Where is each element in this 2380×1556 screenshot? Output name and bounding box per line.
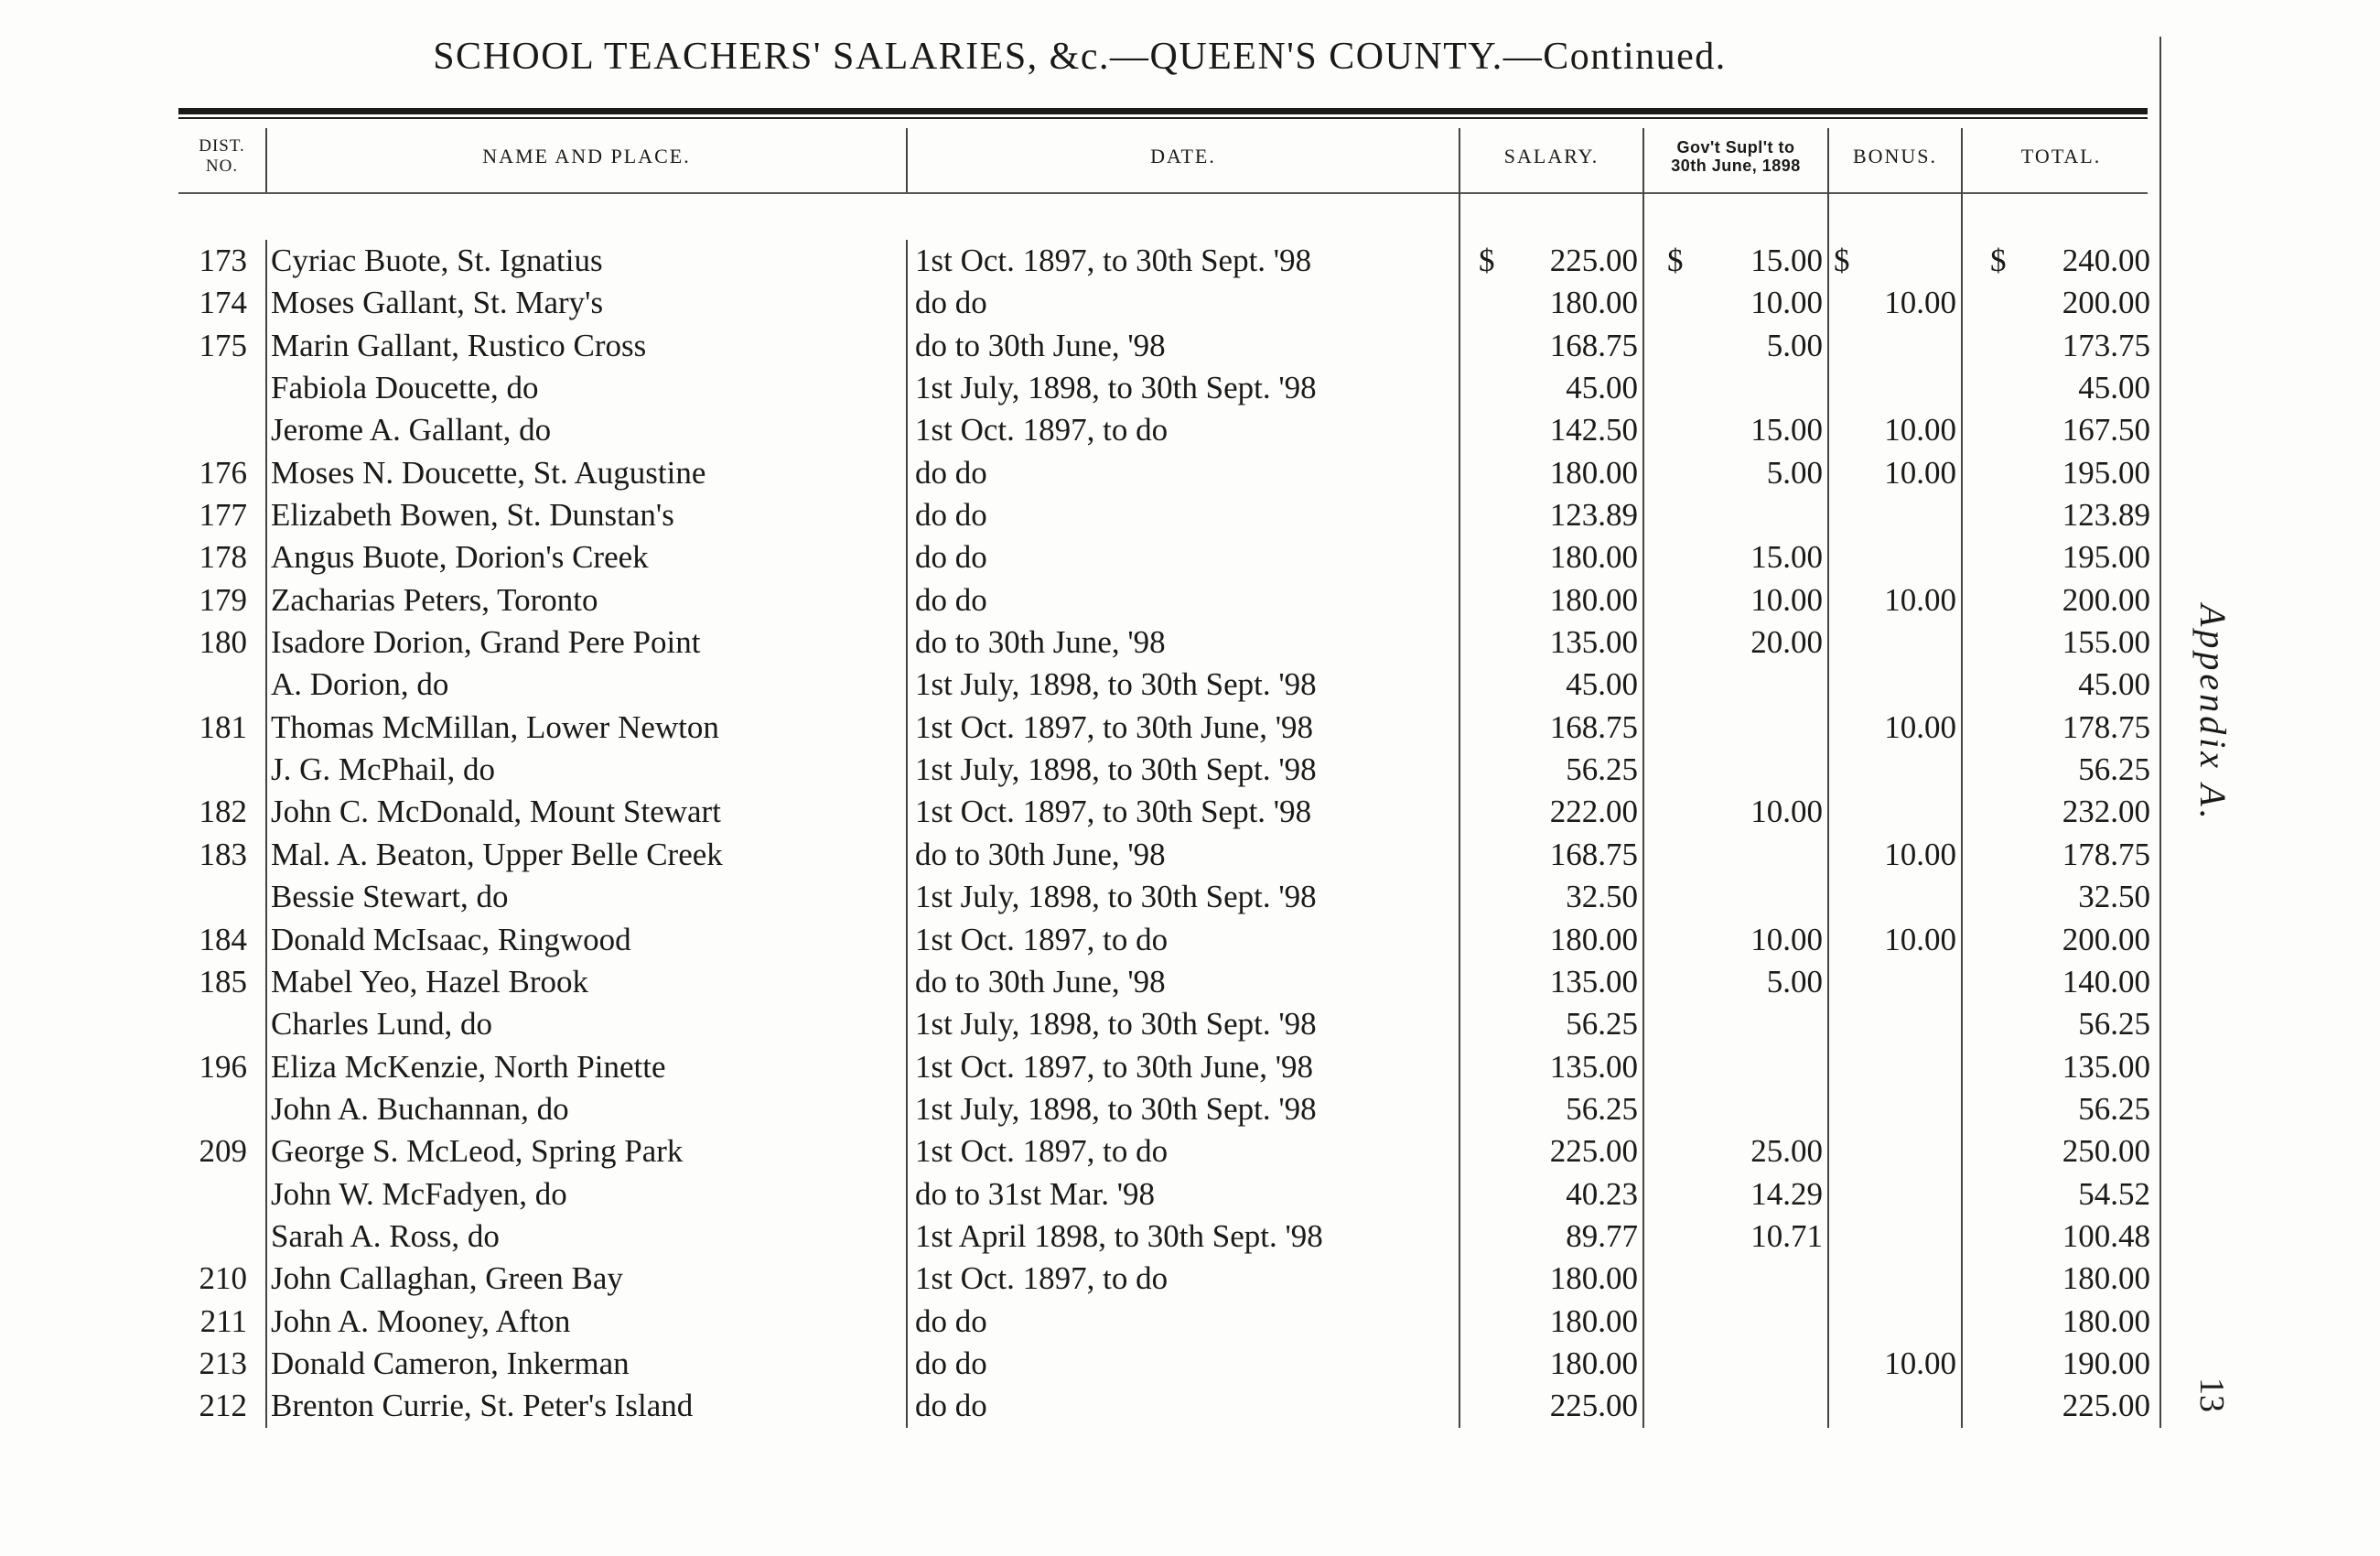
salary-value: 180.00 xyxy=(1549,1302,1638,1339)
name-and-place: Thomas McMillan, Lower Newton xyxy=(271,708,719,745)
salary-value: 89.77 xyxy=(1566,1217,1638,1254)
bonus-value: 10.00 xyxy=(1884,921,1956,957)
table-row xyxy=(0,621,2159,664)
name-and-place: Donald McIsaac, Ringwood xyxy=(271,921,631,957)
salary-value: 40.23 xyxy=(1566,1175,1638,1212)
name-and-place: Angus Buote, Dorion's Creek xyxy=(271,539,649,576)
date-range: 1st July, 1898, to 30th Sept. '98 xyxy=(915,1090,1317,1127)
total-value: 45.00 xyxy=(2078,666,2150,703)
total-value: 195.00 xyxy=(2062,539,2150,576)
currency-symbol-bonus: $ xyxy=(1834,243,1850,278)
date-range: 1st July, 1898, to 30th Sept. '98 xyxy=(915,751,1317,788)
page-title: SCHOOL TEACHERS' SALARIES, &c.—QUEEN'S COUNTY.—Continued. xyxy=(433,36,1727,78)
salary-value: 168.75 xyxy=(1549,836,1638,872)
table-row xyxy=(0,1003,2159,1045)
salary-value: 45.00 xyxy=(1566,370,1638,406)
name-and-place: George S. McLeod, Spring Park xyxy=(271,1133,684,1170)
gov-supplement-value: 25.00 xyxy=(1750,1133,1823,1170)
table-row xyxy=(0,1258,2159,1300)
table-row xyxy=(0,749,2159,791)
date-range: 1st July, 1898, to 30th Sept. '98 xyxy=(915,879,1317,915)
date-range: 1st Oct. 1897, to 30th Sept. '98 xyxy=(915,794,1312,830)
table-row xyxy=(0,919,2159,961)
dist-number: 180 xyxy=(199,624,247,661)
table-row xyxy=(0,961,2159,1003)
dist-number: 210 xyxy=(199,1260,247,1297)
date-range: do to 30th June, '98 xyxy=(915,963,1166,1000)
table-row xyxy=(0,1301,2159,1343)
currency-symbol-gov: $ xyxy=(1667,243,1684,278)
bonus-value: 10.00 xyxy=(1884,836,1956,872)
table-row xyxy=(0,1046,2159,1088)
gov-supplement-value: 15.00 xyxy=(1750,243,1823,278)
header-rule-thin xyxy=(178,117,2148,119)
name-and-place: Charles Lund, do xyxy=(271,1006,493,1043)
total-value: 200.00 xyxy=(2062,921,2150,957)
salary-value: 135.00 xyxy=(1549,963,1638,1000)
date-range: 1st Oct. 1897, to do xyxy=(915,412,1168,448)
total-value: 200.00 xyxy=(2062,581,2150,618)
name-and-place: Eliza McKenzie, North Pinette xyxy=(271,1048,666,1085)
total-value: 180.00 xyxy=(2062,1260,2150,1297)
name-and-place: Zacharias Peters, Toronto xyxy=(271,581,598,618)
salary-value: 123.89 xyxy=(1549,497,1638,534)
total-value: 195.00 xyxy=(2062,454,2150,491)
header-dist-no: DIST. NO. xyxy=(199,136,245,176)
salary-value: 222.00 xyxy=(1549,794,1638,830)
salary-value: 45.00 xyxy=(1566,666,1638,703)
dist-number: 211 xyxy=(199,1302,247,1339)
total-value: 225.00 xyxy=(2062,1388,2150,1424)
salary-value: 142.50 xyxy=(1549,412,1638,448)
dist-number: 196 xyxy=(199,1048,247,1085)
table-row xyxy=(0,579,2159,621)
table-row xyxy=(0,791,2159,833)
gov-supplement-value: 5.00 xyxy=(1766,454,1823,491)
name-and-place: John Callaghan, Green Bay xyxy=(271,1260,623,1297)
name-and-place: John A. Mooney, Afton xyxy=(271,1302,571,1339)
name-and-place: Marin Gallant, Rustico Cross xyxy=(271,327,647,363)
name-and-place: Sarah A. Ross, do xyxy=(271,1217,500,1254)
total-value: 45.00 xyxy=(2078,370,2150,406)
total-value: 240.00 xyxy=(2062,243,2150,278)
dist-number: 184 xyxy=(199,921,247,957)
total-value: 180.00 xyxy=(2062,1302,2150,1339)
total-value: 250.00 xyxy=(2062,1133,2150,1170)
dist-number: 175 xyxy=(199,327,247,363)
total-value: 54.52 xyxy=(2078,1175,2150,1212)
total-value: 178.75 xyxy=(2062,708,2150,745)
table-row xyxy=(0,1385,2159,1427)
date-range: 1st July, 1898, to 30th Sept. '98 xyxy=(915,666,1317,703)
date-range: 1st Oct. 1897, to 30th June, '98 xyxy=(915,1048,1314,1085)
dist-number: 182 xyxy=(199,794,247,830)
name-and-place: Isadore Dorion, Grand Pere Point xyxy=(271,624,701,661)
table-row xyxy=(0,282,2159,324)
name-and-place: Fabiola Doucette, do xyxy=(271,370,539,406)
header-total: TOTAL. xyxy=(2020,145,2102,167)
table-row xyxy=(0,1343,2159,1385)
salary-value: 135.00 xyxy=(1549,1048,1638,1085)
name-and-place: Mabel Yeo, Hazel Brook xyxy=(271,963,589,1000)
table-row xyxy=(0,1216,2159,1258)
date-range: 1st July, 1898, to 30th Sept. '98 xyxy=(915,1006,1317,1043)
table-row xyxy=(0,876,2159,918)
salary-value: 32.50 xyxy=(1566,879,1638,915)
dist-number: 213 xyxy=(199,1345,247,1381)
table-row xyxy=(0,664,2159,706)
total-value: 140.00 xyxy=(2062,963,2150,1000)
currency-symbol-total: $ xyxy=(1990,243,2007,278)
table-row xyxy=(0,494,2159,536)
date-range: do do xyxy=(915,285,987,321)
name-and-place: Elizabeth Bowen, St. Dunstan's xyxy=(271,497,674,534)
salary-value: 56.25 xyxy=(1566,1090,1638,1127)
gov-supplement-value: 5.00 xyxy=(1766,327,1823,363)
header-salary: SALARY. xyxy=(1503,145,1599,167)
salary-value: 56.25 xyxy=(1566,1006,1638,1043)
page-number: 13 xyxy=(2192,1378,2231,1412)
date-range: do to 30th June, '98 xyxy=(915,327,1166,363)
date-range: do do xyxy=(915,581,987,618)
date-range: do do xyxy=(915,1388,987,1424)
date-range: 1st Oct. 1897, to 30th June, '98 xyxy=(915,708,1314,745)
bonus-value: 10.00 xyxy=(1884,285,1956,321)
dist-number: 177 xyxy=(199,497,247,534)
name-and-place: Moses N. Doucette, St. Augustine xyxy=(271,454,706,491)
dist-number: 185 xyxy=(199,963,247,1000)
name-and-place: Bessie Stewart, do xyxy=(271,879,509,915)
name-and-place: John C. McDonald, Mount Stewart xyxy=(271,794,721,830)
gov-supplement-value: 20.00 xyxy=(1750,624,1823,661)
salary-value: 180.00 xyxy=(1549,581,1638,618)
salary-value: 168.75 xyxy=(1549,327,1638,363)
table-row xyxy=(0,409,2159,451)
table-row xyxy=(0,834,2159,876)
dist-number: 176 xyxy=(199,454,247,491)
table-row xyxy=(0,1173,2159,1216)
salary-value: 180.00 xyxy=(1549,1345,1638,1381)
name-and-place: A. Dorion, do xyxy=(271,666,449,703)
salary-value: 180.00 xyxy=(1549,921,1638,957)
dist-number: 173 xyxy=(199,243,247,278)
table-row xyxy=(0,1130,2159,1172)
date-range: do do xyxy=(915,497,987,534)
bonus-value: 10.00 xyxy=(1884,412,1956,448)
salary-value: 225.00 xyxy=(1549,243,1638,278)
table-row xyxy=(0,1088,2159,1130)
total-value: 190.00 xyxy=(2062,1345,2150,1381)
date-range: do to 31st Mar. '98 xyxy=(915,1175,1156,1212)
total-value: 56.25 xyxy=(2078,1090,2150,1127)
gov-supplement-value: 10.00 xyxy=(1750,285,1823,321)
name-and-place: Cyriac Buote, St. Ignatius xyxy=(271,243,603,278)
appendix-label: Appendix A. xyxy=(2192,604,2234,823)
name-and-place: John A. Buchannan, do xyxy=(271,1090,569,1127)
header-gov-suplt: Gov't Supl't to 30th June, 1898 xyxy=(1671,138,1801,175)
date-range: 1st July, 1898, to 30th Sept. '98 xyxy=(915,370,1317,406)
salary-value: 135.00 xyxy=(1549,624,1638,661)
gov-supplement-value: 15.00 xyxy=(1750,412,1823,448)
total-value: 32.50 xyxy=(2078,879,2150,915)
gov-supplement-value: 10.71 xyxy=(1750,1217,1823,1254)
date-range: 1st April 1898, to 30th Sept. '98 xyxy=(915,1217,1323,1254)
total-value: 135.00 xyxy=(2062,1048,2150,1085)
date-range: 1st Oct. 1897, to 30th Sept. '98 xyxy=(915,243,1312,278)
gov-supplement-value: 5.00 xyxy=(1766,963,1823,1000)
total-value: 155.00 xyxy=(2062,624,2150,661)
total-value: 178.75 xyxy=(2062,836,2150,872)
salary-table-body xyxy=(0,240,2159,1428)
dist-number: 181 xyxy=(199,708,247,745)
dist-number: 183 xyxy=(199,836,247,872)
gov-supplement-value: 14.29 xyxy=(1750,1175,1823,1212)
name-and-place: Brenton Currie, St. Peter's Island xyxy=(271,1388,694,1424)
gov-supplement-value: 15.00 xyxy=(1750,539,1823,576)
total-value: 100.48 xyxy=(2062,1217,2150,1254)
date-range: 1st Oct. 1897, to do xyxy=(915,1133,1168,1170)
name-and-place: Mal. A. Beaton, Upper Belle Creek xyxy=(271,836,723,872)
bonus-value: 10.00 xyxy=(1884,454,1956,491)
salary-value: 180.00 xyxy=(1549,539,1638,576)
table-row xyxy=(0,367,2159,409)
table-row xyxy=(0,452,2159,494)
dist-number: 174 xyxy=(199,285,247,321)
salary-value: 225.00 xyxy=(1549,1388,1638,1424)
salary-value: 168.75 xyxy=(1549,708,1638,745)
date-range: do do xyxy=(915,454,987,491)
header-rule-bottom xyxy=(178,192,2148,194)
date-range: do do xyxy=(915,539,987,576)
header-bonus: BONUS. xyxy=(1852,145,1938,167)
name-and-place: Donald Cameron, Inkerman xyxy=(271,1345,630,1381)
table-row xyxy=(0,707,2159,749)
dist-number: 209 xyxy=(199,1133,247,1170)
salary-value: 180.00 xyxy=(1549,285,1638,321)
gov-supplement-value: 10.00 xyxy=(1750,581,1823,618)
total-value: 200.00 xyxy=(2062,285,2150,321)
total-value: 56.25 xyxy=(2078,1006,2150,1043)
dist-number: 212 xyxy=(199,1388,247,1424)
date-range: 1st Oct. 1897, to do xyxy=(915,1260,1168,1297)
table-row xyxy=(0,240,2159,282)
right-border-line xyxy=(2159,37,2161,1428)
total-value: 56.25 xyxy=(2078,751,2150,788)
header-date: DATE. xyxy=(1150,145,1216,167)
header-name-place: NAME AND PLACE. xyxy=(482,145,691,167)
dist-number: 178 xyxy=(199,539,247,576)
table-row xyxy=(0,325,2159,367)
salary-value: 56.25 xyxy=(1566,751,1638,788)
header-rule-thick xyxy=(178,108,2148,114)
date-range: 1st Oct. 1897, to do xyxy=(915,921,1168,957)
date-range: do to 30th June, '98 xyxy=(915,836,1166,872)
date-range: do do xyxy=(915,1302,987,1339)
date-range: do to 30th June, '98 xyxy=(915,624,1166,661)
name-and-place: Jerome A. Gallant, do xyxy=(271,412,552,448)
gov-supplement-value: 10.00 xyxy=(1750,921,1823,957)
name-and-place: Moses Gallant, St. Mary's xyxy=(271,285,604,321)
bonus-value: 10.00 xyxy=(1884,708,1956,745)
dist-number: 179 xyxy=(199,581,247,618)
total-value: 123.89 xyxy=(2062,497,2150,534)
currency-symbol-salary: $ xyxy=(1479,243,1495,278)
salary-value: 225.00 xyxy=(1549,1133,1638,1170)
total-value: 232.00 xyxy=(2062,794,2150,830)
gov-supplement-value: 10.00 xyxy=(1750,794,1823,830)
bonus-value: 10.00 xyxy=(1884,1345,1956,1381)
name-and-place: J. G. McPhail, do xyxy=(271,751,495,788)
total-value: 167.50 xyxy=(2062,412,2150,448)
bonus-value: 10.00 xyxy=(1884,581,1956,618)
salary-value: 180.00 xyxy=(1549,454,1638,491)
date-range: do do xyxy=(915,1345,987,1381)
total-value: 173.75 xyxy=(2062,327,2150,363)
name-and-place: John W. McFadyen, do xyxy=(271,1175,567,1212)
salary-value: 180.00 xyxy=(1549,1260,1638,1297)
table-row xyxy=(0,536,2159,578)
